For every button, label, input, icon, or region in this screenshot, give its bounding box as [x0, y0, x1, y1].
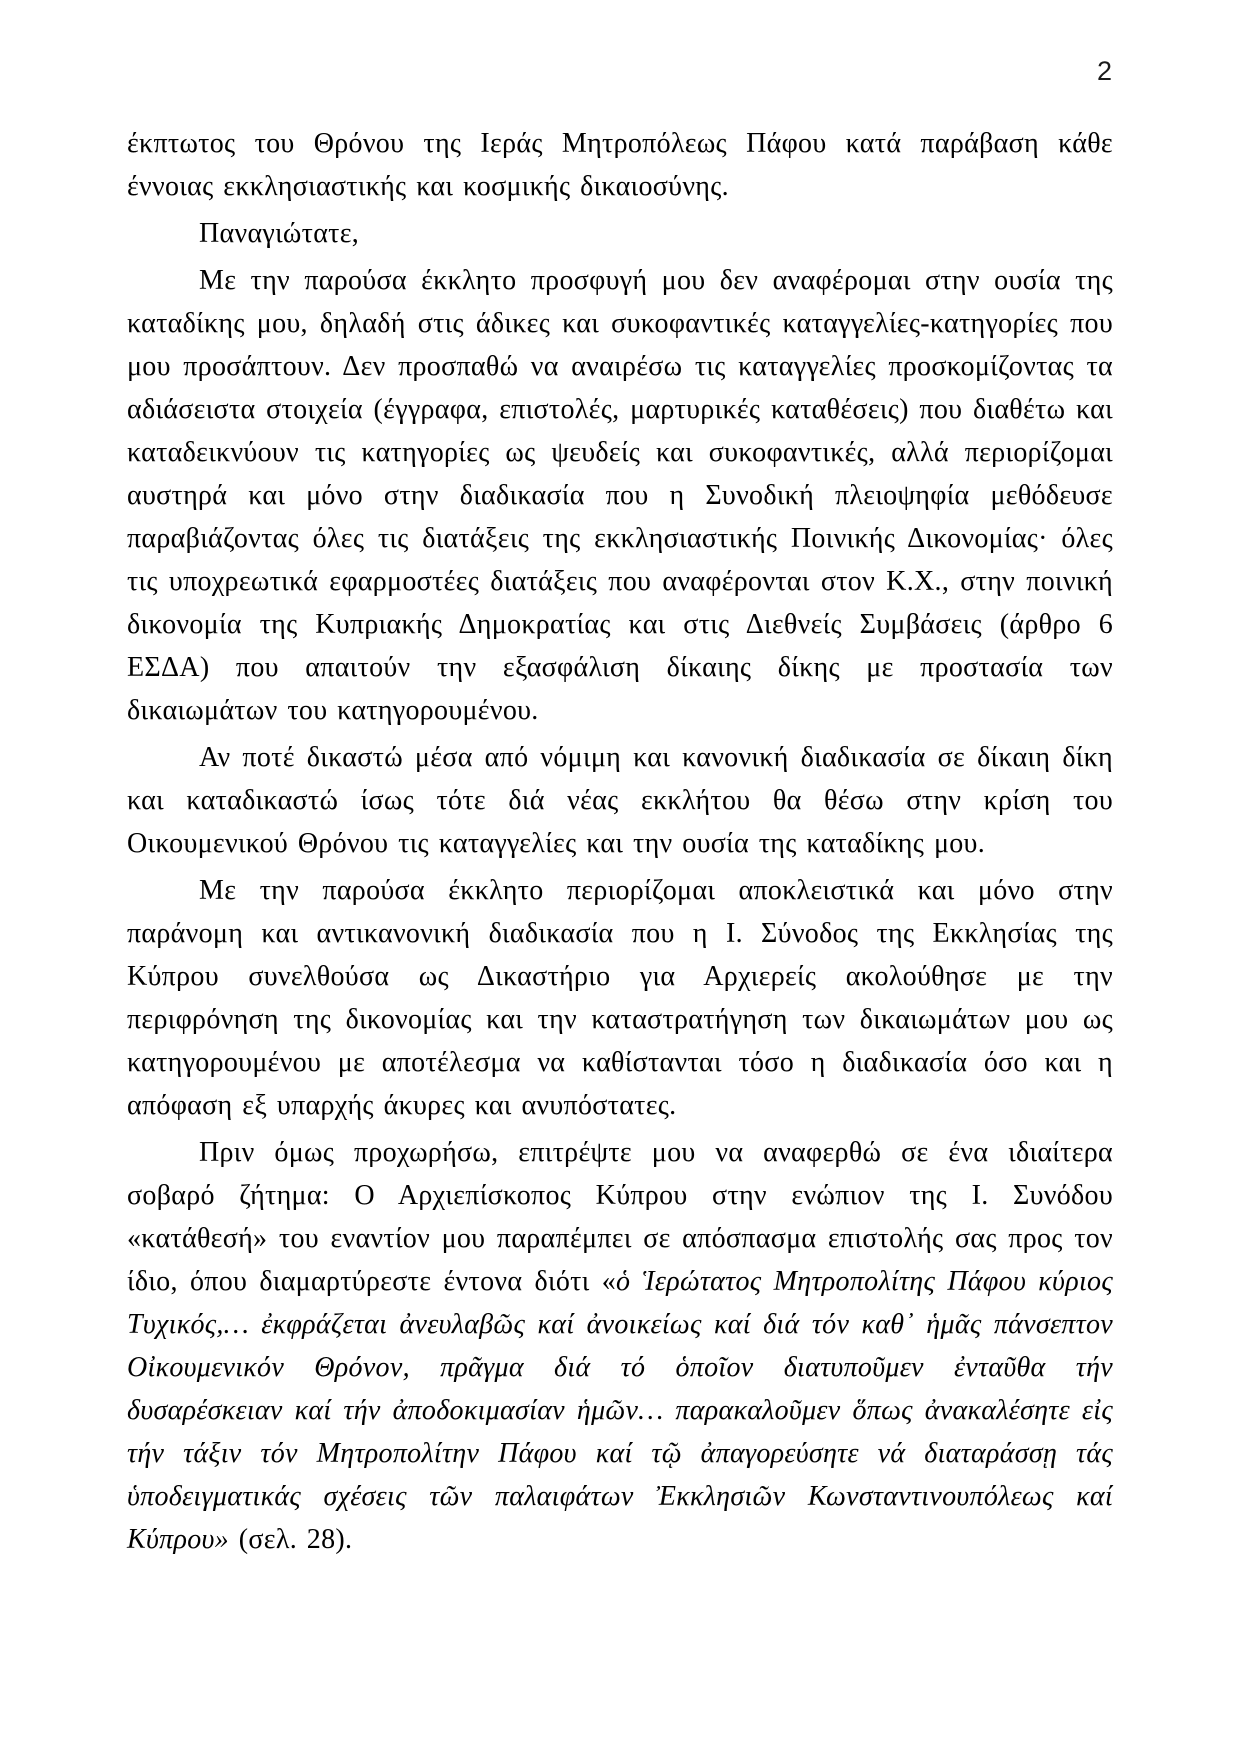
- paragraph: [127, 736, 1113, 865]
- text-run: Με την παρούσα έκκλητο περιορίζομαι αποκλειστικά και μόνο στην παράνομη και αντικανονική διαδικασία που η Ι. Σύνοδος της Εκκλησίας της Κύπρου συνελθούσα ως Δικαστήριο για Αρχιερείς ακολούθησε με την περιφρόνηση της δικονομίας και την καταστρατήγηση των δικαιωμάτων μου ως κατηγορουμένου με αποτέλεσμα να καθίστανται τόσο η διαδικασία όσο και η απόφαση εξ υπαρχής άκυρες και ανυπόστατες.: [127, 875, 1113, 1121]
- text-run: Με την παρούσα έκκλητο προσφυγή μου δεν αναφέρομαι στην ουσία της καταδίκης μου, δηλαδή στις άδικες και συκοφαντικές καταγγελίες-κατηγορίες που μου προσάπτουν. Δεν προσπαθώ να αναιρέσω τις καταγγελίες προσκομίζοντας τα αδιάσειστα στοιχεία (έγγραφα, επιστολές, μαρτυρικές καταθέσεις) που διαθέτω και καταδεικνύουν τις κατηγορίες ως ψευδείς και συκοφαντικές, αλλά περιορίζομαι αυστηρά και μόνο στην διαδικασία που η Συνοδική πλειοψηφία μεθόδευσε παραβιάζοντας όλες τις διατάξεις της εκκλησιαστικής Ποινικής Δικονομίας· όλες τις υποχρεωτικά εφαρμοστέες διατάξεις που αναφέρονται στον Κ.Χ., στην ποινική δικονομία της Κυπριακής Δημοκρατίας και στις Διεθνείς Συμβάσεις (άρθρο 6 ΕΣΔΑ) που απαιτούν την εξασφάλιση δίκαιης δίκης με προστασία των δικαιωμάτων του κατηγορουμένου.: [127, 265, 1113, 726]
- paragraph: [127, 869, 1113, 1127]
- page-number: 2: [1096, 56, 1112, 86]
- document-body: [127, 122, 1113, 1565]
- text-run: έκπτωτος του Θρόνου της Ιεράς Μητροπόλεως Πάφου κατά παράβαση κάθε έννοιας εκκλησιαστικής και κοσμικής δικαιοσύνης.: [127, 128, 1113, 202]
- paragraph: [127, 1131, 1113, 1561]
- paragraph: [127, 122, 1113, 208]
- text-run: (σελ. 28).: [228, 1524, 353, 1555]
- text-run: Αν ποτέ δικαστώ μέσα από νόμιμη και κανονική διαδικασία σε δίκαιη δίκη και καταδικαστώ ίσως τότε διά νέας εκκλήτου θα θέσω στην κρίση του Οικουμενικού Θρόνου τις καταγγελίες και την ουσία της καταδίκης μου.: [127, 742, 1113, 859]
- text-run: ὁ Ἱερώτατος Μητροπολίτης Πάφου κύριος Τυχικός,… ἐκφράζεται ἀνευλαβῶς καί ἀνοικείως καί διά τόν καθ᾽ ἡμᾶς πάνσεπτον Οἰκουμενικόν Θρόνον, πρᾶγμα διά τό ὁποῖον διατυποῦμεν ἐνταῦθα τήν δυσαρέσκειαν καί τήν ἀποδοκιμασίαν ἡμῶν… παρακαλοῦμεν ὅπως ἀνακαλέσητε εἰς τήν τάξιν τόν Μητροπολίτην Πάφου καί τῷ ἀπαγορεύσητε νά διαταράσσῃ τάς ὑποδειγματικάς σχέσεις τῶν παλαιφάτων Ἐκκλησιῶν Κωνσταντινουπόλεως καί Κύπρου»: [127, 1266, 1113, 1555]
- text-run: Παναγιώτατε,: [199, 218, 360, 249]
- text-run: Πριν όμως προχωρήσω, επιτρέψτε μου να αναφερθώ σε ένα ιδιαίτερα σοβαρό ζήτημα: Ο Αρχιεπίσκοπος Κύπρου στην ενώπιον της Ι. Συνόδου «κατάθεσή» του εναντίον μου παραπέμπει σε απόσπασμα επιστολής σας προς τον ίδιο, όπου διαμαρτύρεστε έντονα διότι «: [127, 1137, 1113, 1297]
- paragraph: [127, 212, 1113, 255]
- paragraph: [127, 259, 1113, 732]
